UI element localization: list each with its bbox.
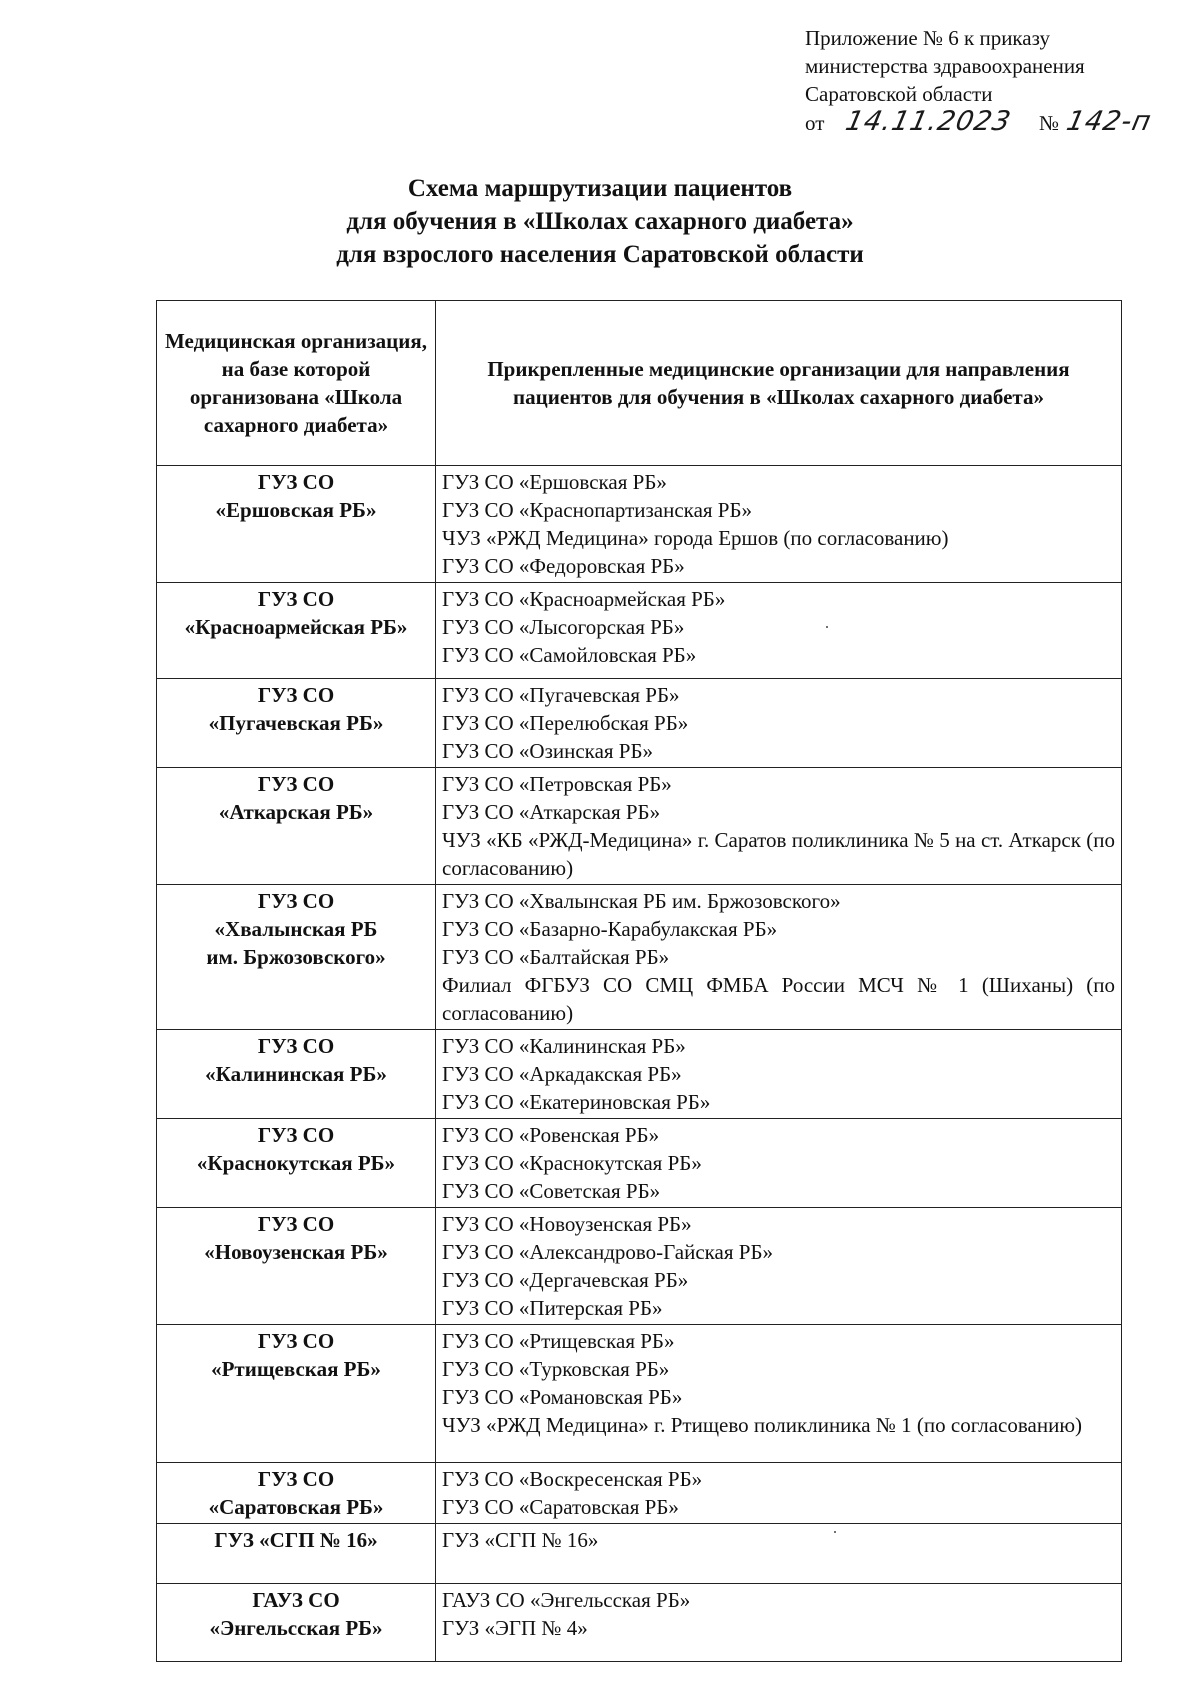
attached-organizations-cell — [436, 1463, 1122, 1524]
attached-organization-item: ГУЗ СО «Екатериновская РБ» — [442, 1090, 711, 1114]
table-row — [157, 1463, 1122, 1524]
attached-organization-item: ГУЗ СО «Перелюбская РБ» — [442, 711, 689, 735]
host-organization-line: «Энгельсская РБ» — [209, 1616, 383, 1640]
attached-organization-item: ГУЗ СО «Аркадакская РБ» — [442, 1062, 682, 1086]
attached-organization-item: Филиал ФГБУЗ СО СМЦ ФМБА России МСЧ № 1 (Шиханы) (по согласованию) — [442, 973, 1115, 1025]
attached-organization-item: ГУЗ СО «Романовская РБ» — [442, 1385, 683, 1409]
appendix-line-1: Приложение № 6 к приказу — [805, 26, 1050, 50]
table-row — [157, 1119, 1122, 1208]
attached-organization-item: ГУЗ СО «Аткарская РБ» — [442, 800, 661, 824]
host-organization-line: ГУЗ СО — [257, 470, 335, 494]
host-organization-cell — [157, 1119, 436, 1208]
table-row — [157, 1524, 1122, 1584]
attached-organization-item: ГУЗ СО «Дергачевская РБ» — [442, 1268, 689, 1292]
host-organization-line: ГУЗ СО — [257, 1329, 335, 1353]
host-organization-cell — [157, 1524, 436, 1584]
title-line-1: Схема маршрутизации пациентов — [407, 175, 793, 202]
appendix-header — [805, 24, 1155, 137]
host-organization-line: ГУЗ «СГП № 16» — [214, 1528, 378, 1552]
attached-organizations-cell — [436, 885, 1122, 1030]
routing-table — [156, 300, 1122, 1662]
attached-organizations-cell — [436, 1119, 1122, 1208]
attached-organizations-cell — [436, 583, 1122, 679]
host-organization-cell — [157, 1584, 436, 1662]
scan-speck — [834, 1531, 836, 1533]
attached-organization-item: ГУЗ СО «Александрово-Гайская РБ» — [442, 1240, 774, 1264]
host-organization-cell — [157, 679, 436, 768]
attached-organization-item: ЧУЗ «КБ «РЖД-Медицина» г. Саратов поликлиника № 5 на ст. Аткарск (по согласованию) — [442, 828, 1115, 880]
table-row — [157, 583, 1122, 679]
attached-organizations-cell — [436, 1325, 1122, 1463]
host-organization-line: ГУЗ СО — [257, 889, 335, 913]
host-organization-cell — [157, 1463, 436, 1524]
attached-organization-item: ГУЗ СО «Балтайская РБ» — [442, 945, 670, 969]
attached-organization-item: ГУЗ СО «Озинская РБ» — [442, 739, 654, 763]
table-row — [157, 466, 1122, 583]
attached-organizations-cell — [436, 1584, 1122, 1662]
attached-organization-item: ГУЗ СО «Ртищевская РБ» — [442, 1329, 675, 1353]
attached-organization-item: ГУЗ СО «Воскресенская РБ» — [442, 1467, 703, 1491]
host-organization-line: «Пугачевская РБ» — [208, 711, 384, 735]
table-row — [157, 679, 1122, 768]
host-organization-line: ГУЗ СО — [257, 1123, 335, 1147]
column-header-host-org: Медицинская организация, на базе которой организована «Школа сахарного диабета» — [157, 301, 436, 466]
attached-organization-item: ГУЗ «ЭГП № 4» — [442, 1616, 588, 1640]
attached-organization-item: ГУЗ «СГП № 16» — [442, 1528, 599, 1552]
attached-organization-item: ГУЗ СО «Красноармейская РБ» — [442, 587, 726, 611]
host-organization-cell — [157, 466, 436, 583]
appendix-line-3: Саратовской области — [805, 82, 993, 106]
host-organization-line: «Калининская РБ» — [205, 1062, 387, 1086]
table-row — [157, 885, 1122, 1030]
table-row — [157, 768, 1122, 885]
attached-organization-item: ЧУЗ «РЖД Медицина» г. Ртищево поликлиника № 1 (по согласованию) — [442, 1413, 1082, 1437]
attached-organizations-cell — [436, 1030, 1122, 1119]
host-organization-line: ГУЗ СО — [257, 1034, 335, 1058]
attached-organizations-cell — [436, 679, 1122, 768]
host-organization-line: ГУЗ СО — [257, 1467, 335, 1491]
host-organization-line: «Аткарская РБ» — [218, 800, 374, 824]
scan-speck — [826, 626, 828, 628]
host-organization-cell — [157, 1030, 436, 1119]
host-organization-line: «Краснокутская РБ» — [196, 1151, 396, 1175]
handwritten-date: 14.11.2023 — [843, 106, 1015, 137]
table-body — [157, 466, 1122, 1662]
host-organization-cell — [157, 1325, 436, 1463]
table-row — [157, 1584, 1122, 1662]
attached-organization-item: ГУЗ СО «Базарно-Карабулакская РБ» — [442, 917, 778, 941]
host-organization-line: «Хвалынская РБ — [214, 917, 378, 941]
attached-organizations-cell — [436, 466, 1122, 583]
attached-organization-item: ГУЗ СО «Пугачевская РБ» — [442, 683, 680, 707]
attached-organization-item: ГУЗ СО «Саратовская РБ» — [442, 1495, 679, 1519]
host-organization-line: «Саратовская РБ» — [208, 1495, 384, 1519]
attached-organization-item: ГУЗ СО «Ершовская РБ» — [442, 470, 667, 494]
host-organization-line: ГУЗ СО — [257, 1212, 335, 1236]
host-organization-cell — [157, 1208, 436, 1325]
column-header-attached-orgs: Прикрепленные медицинские организации для направления пациентов для обучения в «Школах сахарного диабета» — [436, 301, 1122, 466]
attached-organization-item: ГУЗ СО «Новоузенская РБ» — [442, 1212, 692, 1236]
attached-organizations-cell — [436, 768, 1122, 885]
attached-organizations-cell — [436, 1208, 1122, 1325]
attached-organization-item: ГУЗ СО «Ровенская РБ» — [442, 1123, 660, 1147]
host-organization-line: «Новоузенская РБ» — [204, 1240, 388, 1264]
host-organization-cell — [157, 885, 436, 1030]
host-organization-line: «Ершовская РБ» — [215, 498, 377, 522]
attached-organization-item: ГУЗ СО «Петровская РБ» — [442, 772, 672, 796]
table-row — [157, 1325, 1122, 1463]
attached-organization-item: ГУЗ СО «Советская РБ» — [442, 1179, 661, 1203]
handwritten-order-number: 142-п — [1063, 106, 1155, 137]
appendix-line-2: министерства здравоохранения — [805, 54, 1085, 78]
attached-organization-item: ГУЗ СО «Федоровская РБ» — [442, 554, 685, 578]
attached-organization-item: ГАУЗ СО «Энгельсская РБ» — [442, 1588, 691, 1612]
host-organization-line: ГУЗ СО — [257, 587, 335, 611]
attached-organization-item: ГУЗ СО «Краснопартизанская РБ» — [442, 498, 753, 522]
title-line-3: для взрослого населения Саратовской области — [336, 241, 864, 268]
host-organization-line: ГУЗ СО — [257, 772, 335, 796]
attached-organization-item: ЧУЗ «РЖД Медицина» города Ершов (по согласованию) — [442, 526, 949, 550]
host-organization-line: ГУЗ СО — [257, 683, 335, 707]
title-line-2: для обучения в «Школах сахарного диабета» — [346, 208, 854, 235]
attached-organization-item: ГУЗ СО «Питерская РБ» — [442, 1296, 663, 1320]
attached-organizations-cell — [436, 1524, 1122, 1584]
document-title — [0, 172, 1200, 271]
table-row — [157, 1208, 1122, 1325]
order-date-number-line — [805, 106, 1155, 137]
attached-organization-item: ГУЗ СО «Турковская РБ» — [442, 1357, 670, 1381]
attached-organization-item: ГУЗ СО «Краснокутская РБ» — [442, 1151, 702, 1175]
attached-organization-item: ГУЗ СО «Лысогорская РБ» — [442, 615, 685, 639]
host-organization-line: ГАУЗ СО — [252, 1588, 340, 1612]
table-header-row — [157, 301, 1122, 466]
host-organization-cell — [157, 768, 436, 885]
host-organization-line: «Ртищевская РБ» — [211, 1357, 381, 1381]
attached-organization-item: ГУЗ СО «Калининская РБ» — [442, 1034, 686, 1058]
attached-organization-item: ГУЗ СО «Самойловская РБ» — [442, 643, 697, 667]
host-organization-line: «Красноармейская РБ» — [184, 615, 408, 639]
table-row — [157, 1030, 1122, 1119]
host-organization-line: им. Бржозовского» — [206, 945, 386, 969]
date-prefix: от — [805, 111, 825, 135]
host-organization-cell — [157, 583, 436, 679]
number-sign: № — [1039, 111, 1060, 135]
attached-organization-item: ГУЗ СО «Хвалынская РБ им. Бржозовского» — [442, 889, 841, 913]
